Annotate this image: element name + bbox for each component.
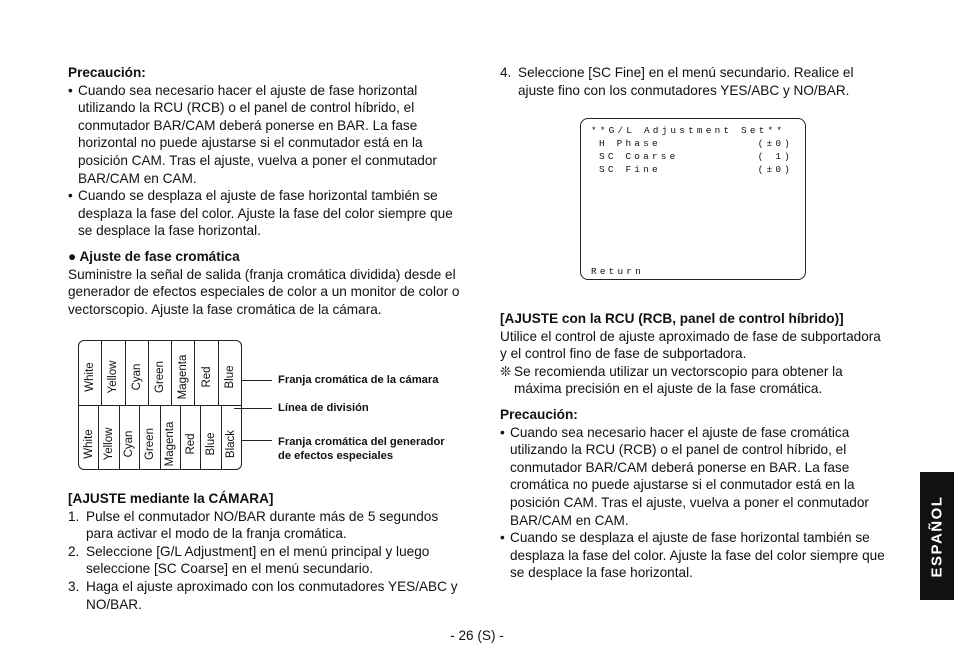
- screen-footer-text: Return: [591, 266, 644, 277]
- step-4: [500, 64, 888, 99]
- rcu-text: Utilice el control de ajuste aproximado de fase de subportadora y el control fino de fase de subportadora.: [500, 328, 881, 362]
- caution-title: Precaución:: [68, 65, 146, 80]
- bar-cell: [79, 341, 102, 405]
- step-text: Seleccione [G/L Adjustment] en el menú principal y luego seleccione [SC Coarse] en el menú secundario.: [86, 543, 430, 577]
- caution-bullet: [500, 529, 888, 582]
- bar-label: Cyan: [123, 430, 136, 458]
- bullet-mark: •: [68, 82, 73, 98]
- screen-row-value: (±0): [757, 164, 793, 175]
- color-bar-frame: [78, 340, 242, 470]
- menu-screen: [580, 118, 806, 280]
- bar-label: Green: [153, 361, 166, 393]
- page-number: - 26 (S) -: [450, 628, 504, 643]
- screen-row: [599, 151, 793, 162]
- rcu-note-text: Se recomienda utilizar un vectorscopio para obtener la máxima precisión en el ajuste de la fase cromática.: [514, 363, 843, 397]
- bar-cell: [79, 406, 99, 470]
- step-text: Seleccione [SC Fine] en el menú secundario. Realice el ajuste fino con los conmutadores YES/ABC y NO/BAR.: [518, 65, 854, 98]
- bar-cell: [201, 406, 221, 470]
- screen-row-label: SC Coarse: [599, 151, 679, 162]
- caution-title: Precaución:: [500, 406, 578, 422]
- bar-label: Cyan: [130, 363, 143, 391]
- caution-text: Cuando sea necesario hacer el ajuste de fase horizontal utilizando la RCU (RCB) o el panel de control híbrido, el conmutador BAR/CAM deberá ponerse en BAR. La fase horizontal no puede ajustarse si el conmutador está en la posición CAM. Tras el ajuste, vuelva a poner el conmutador BAR/CAM en CAM.: [78, 82, 437, 186]
- screen-row-value: (±0): [757, 138, 793, 149]
- section-heading: ● Ajuste de fase cromática: [68, 248, 240, 264]
- callout-camera: Franja cromática de la cámara: [278, 374, 439, 386]
- bar-label: Red: [200, 366, 213, 388]
- bullet-mark: •: [68, 188, 73, 204]
- bar-cell: [195, 341, 218, 405]
- screen-footer: [591, 266, 793, 277]
- step-text: Haga el ajuste aproximado con los conmutadores YES/ABC y NO/BAR.: [86, 578, 458, 612]
- screen-row: [599, 138, 793, 149]
- screen-row-label: SC Fine: [599, 164, 661, 175]
- camera-bar-row: [79, 341, 241, 405]
- bar-label: Yellow: [103, 427, 116, 461]
- bar-cell: [140, 406, 160, 470]
- bar-label: Green: [143, 428, 156, 460]
- language-tab-label: ESPAÑOL: [928, 495, 946, 577]
- callout-division: Línea de división: [278, 402, 369, 414]
- bar-cell: [126, 341, 149, 405]
- camera-step: [68, 508, 460, 543]
- screen-row-label: H Phase: [599, 138, 661, 149]
- note-mark: ❊: [500, 363, 512, 379]
- language-tab: [920, 472, 954, 600]
- bar-label: White: [82, 429, 95, 459]
- rcu-section: [500, 310, 888, 582]
- color-bar-diagram: [78, 340, 458, 470]
- bar-label: Black: [225, 429, 238, 459]
- caution-text: Cuando se desplaza el ajuste de fase horizontal también se desplaza la fase del color. Ajuste la fase del color siempre que se desplace la fase horizontal.: [78, 188, 453, 239]
- step-number: 4.: [500, 65, 512, 80]
- camera-heading: [AJUSTE mediante la CÁMARA]: [68, 491, 274, 506]
- bar-label: White: [84, 362, 97, 392]
- step-text: Pulse el conmutador NO/BAR durante más de 5 segundos para activar el modo de la franja cromática.: [86, 508, 439, 542]
- camera-step: [68, 578, 460, 613]
- leader-line: [242, 440, 272, 441]
- bullet-mark: •: [500, 424, 505, 440]
- bar-cell: [161, 406, 181, 470]
- left-column: [68, 64, 460, 318]
- bar-label: Magenta: [164, 421, 177, 467]
- bar-cell: [222, 406, 241, 470]
- leader-line: [234, 408, 272, 409]
- camera-section: [68, 490, 460, 613]
- step-number: 1.: [68, 508, 80, 524]
- callout-generator: Franja cromática del generador de efectos especiales: [278, 436, 445, 462]
- bar-cell: [99, 406, 119, 470]
- right-column: [500, 64, 888, 99]
- caution-bullet: [68, 187, 460, 240]
- bar-label: Magenta: [177, 354, 190, 400]
- screen-title: [591, 125, 793, 136]
- bar-label: Red: [184, 433, 197, 455]
- screen-row: [599, 164, 793, 175]
- step-number: 3.: [68, 578, 80, 594]
- bar-cell: [172, 341, 195, 405]
- step-number: 2.: [68, 543, 80, 559]
- caution-text: Cuando se desplaza el ajuste de fase horizontal también se desplaza la fase del color. Ajuste la fase del color siempre que se desplace la fase horizontal.: [510, 530, 885, 581]
- bar-cell: [102, 341, 125, 405]
- bar-label: Blue: [223, 365, 236, 389]
- bar-cell: [219, 341, 241, 405]
- rcu-note: [500, 363, 888, 398]
- leader-line: [242, 380, 272, 381]
- bar-cell: [120, 406, 140, 470]
- bullet-mark: •: [500, 530, 505, 546]
- screen-title-text: **G/L Adjustment Set**: [591, 125, 786, 136]
- screen-row-value: ( 1): [757, 151, 793, 162]
- caution-bullet: [68, 82, 460, 188]
- bar-label: Yellow: [107, 360, 120, 394]
- caution-text: Cuando sea necesario hacer el ajuste de fase cromática utilizando la RCU (RCB) o el panel de control híbrido, el conmutador BAR/CAM deberá ponerse en BAR. La fase cromática no puede ajustarse si el conmutador está en la posición CAM. Tras el ajuste, vuelva a poner el conmutador BAR/CAM en CAM.: [510, 424, 869, 528]
- rcu-heading: [AJUSTE con la RCU (RCB, panel de control híbrido)]: [500, 311, 844, 326]
- caution-bullet: [500, 424, 888, 530]
- section-text: Suministre la señal de salida (franja cromática dividida) desde el generador de efectos especiales de color a un monitor de color o vectorscopio. Ajuste la fase cromática de la cámara.: [68, 266, 460, 317]
- bar-cell: [149, 341, 172, 405]
- camera-step: [68, 543, 460, 578]
- bar-cell: [181, 406, 201, 470]
- generator-bar-row: [79, 405, 241, 470]
- bar-label: Blue: [204, 432, 217, 456]
